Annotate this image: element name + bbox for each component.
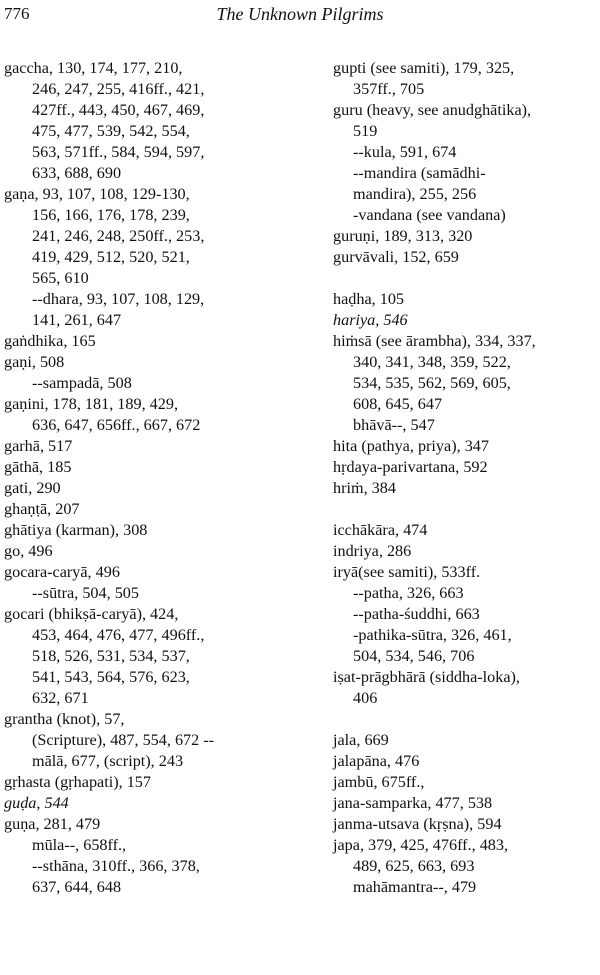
- index-subentry: 541, 543, 564, 576, 623,: [32, 668, 190, 686]
- index-entry: garhā, 517: [4, 437, 73, 455]
- index-subentry: --sthāna, 310ff., 366, 378,: [32, 857, 200, 875]
- entry-gap: [333, 709, 598, 730]
- index-subentry: -pathika-sūtra, 326, 461,: [353, 626, 512, 644]
- index-entry: hriṁ, 384: [333, 479, 396, 497]
- index-entry: gocara-caryā, 496: [4, 563, 120, 581]
- index-subentry: 519: [353, 122, 378, 140]
- index-subentry: 489, 625, 663, 693: [353, 857, 475, 875]
- index-subentry: 453, 464, 476, 477, 496ff.,: [32, 626, 205, 644]
- index-entry: japa, 379, 425, 476ff., 483,: [333, 836, 509, 854]
- index-entry: jala, 669: [333, 731, 389, 749]
- index-entry: haḍha, 105: [333, 290, 405, 308]
- index-entry: indriya, 286: [333, 542, 412, 560]
- index-entry: gaṇa, 93, 107, 108, 129-130,: [4, 185, 190, 203]
- index-subentry: (Scripture), 487, 554, 672 --: [32, 731, 215, 749]
- index-subentry: 518, 526, 531, 534, 537,: [32, 647, 190, 665]
- index-subentry: --sūtra, 504, 505: [32, 584, 139, 602]
- index-entry: hiṁsā (see ārambha), 334, 337,: [333, 332, 536, 350]
- index-subentry: mahāmantra--, 479: [353, 878, 477, 896]
- index-subentry: 419, 429, 512, 520, 521,: [32, 248, 190, 266]
- index-subentry: 637, 644, 648: [32, 878, 122, 896]
- index-entry: jambū, 675ff.,: [333, 773, 425, 791]
- index-subentry: 563, 571ff., 584, 594, 597,: [32, 143, 205, 161]
- index-subentry: 504, 534, 546, 706: [353, 647, 475, 665]
- index-subentry: 565, 610: [32, 269, 89, 287]
- index-entry: gaccha, 130, 174, 177, 210,: [4, 59, 183, 77]
- entry-gap: [333, 499, 598, 520]
- index-subentry: 534, 535, 562, 569, 605,: [353, 374, 511, 392]
- index-entry: jana-samparka, 477, 538: [333, 794, 493, 812]
- index-subentry: mūla--, 658ff.,: [32, 836, 127, 854]
- index-subentry: mālā, 677, (script), 243: [32, 752, 184, 770]
- running-head: The Unknown Pilgrims: [216, 4, 384, 24]
- index-subentry: 632, 671: [32, 689, 89, 707]
- index-subentry: 406: [353, 689, 378, 707]
- page-number: 776: [4, 4, 30, 23]
- index-subentry: 633, 688, 690: [32, 164, 122, 182]
- index-entry: gati, 290: [4, 479, 61, 497]
- index-entry: guḍa, 544: [4, 794, 69, 812]
- index-subentry: --mandira (samādhi-: [353, 164, 486, 182]
- index-subentry: --sampadā, 508: [32, 374, 132, 392]
- index-entry: hariya, 546: [333, 311, 408, 329]
- index-subentry: 246, 247, 255, 416ff., 421,: [32, 80, 205, 98]
- index-entry: guruṇi, 189, 313, 320: [333, 227, 473, 245]
- index-column-left: [4, 58, 304, 898]
- index-subentry: bhāvā--, 547: [353, 416, 435, 434]
- index-entry: gaṇini, 178, 181, 189, 429,: [4, 395, 179, 413]
- index-subentry: 475, 477, 539, 542, 554,: [32, 122, 190, 140]
- index-entry: ghātiya (karman), 308: [4, 521, 148, 539]
- index-subentry: 141, 261, 647: [32, 311, 122, 329]
- index-entry: gṛhasta (gṛhapati), 157: [4, 773, 151, 791]
- index-column-right: [333, 58, 598, 898]
- index-entry: hita (pathya, priya), 347: [333, 437, 489, 455]
- index-entry: gaṅdhika, 165: [4, 332, 96, 350]
- index-entry: gaṇi, 508: [4, 353, 65, 371]
- index-entry: guru (heavy, see anudghātika),: [333, 101, 532, 119]
- index-entry: gāthā, 185: [4, 458, 72, 476]
- index-entry: jalapāna, 476: [333, 752, 420, 770]
- index-entry: iryā(see samiti), 533ff.: [333, 563, 481, 581]
- index-subentry: --patha, 326, 663: [353, 584, 464, 602]
- page-header: [0, 4, 600, 30]
- index-entry: hṛdaya-parivartana, 592: [333, 458, 488, 476]
- index-entry: ghaṇṭā, 207: [4, 500, 80, 518]
- index-subentry: 156, 166, 176, 178, 239,: [32, 206, 190, 224]
- index-entry: iṣat-prāgbhārā (siddha-loka),: [333, 668, 520, 686]
- index-subentry: 636, 647, 656ff., 667, 672: [32, 416, 201, 434]
- index-entry: grantha (knot), 57,: [4, 710, 125, 728]
- index-subentry: 357ff., 705: [353, 80, 425, 98]
- index-subentry: --patha-śuddhi, 663: [353, 605, 480, 623]
- index-subentry: mandira), 255, 256: [353, 185, 477, 203]
- index-entry: go, 496: [4, 542, 53, 560]
- entry-gap: [333, 268, 598, 289]
- index-entry: icchākāra, 474: [333, 521, 428, 539]
- index-subentry: --dhara, 93, 107, 108, 129,: [32, 290, 205, 308]
- index-subentry: 241, 246, 248, 250ff., 253,: [32, 227, 205, 245]
- index-subentry: 340, 341, 348, 359, 522,: [353, 353, 511, 371]
- index-entry: gupti (see samiti), 179, 325,: [333, 59, 515, 77]
- index-subentry: 608, 645, 647: [353, 395, 443, 413]
- index-subentry: --kula, 591, 674: [353, 143, 457, 161]
- index-entry: guṇa, 281, 479: [4, 815, 101, 833]
- index-subentry: -vandana (see vandana): [353, 206, 506, 224]
- index-subentry: 427ff., 443, 450, 467, 469,: [32, 101, 205, 119]
- index-entry: gocari (bhikṣā-caryā), 424,: [4, 605, 179, 623]
- index-entry: janma-utsava (kṛṣna), 594: [333, 815, 502, 833]
- index-entry: gurvāvali, 152, 659: [333, 248, 459, 266]
